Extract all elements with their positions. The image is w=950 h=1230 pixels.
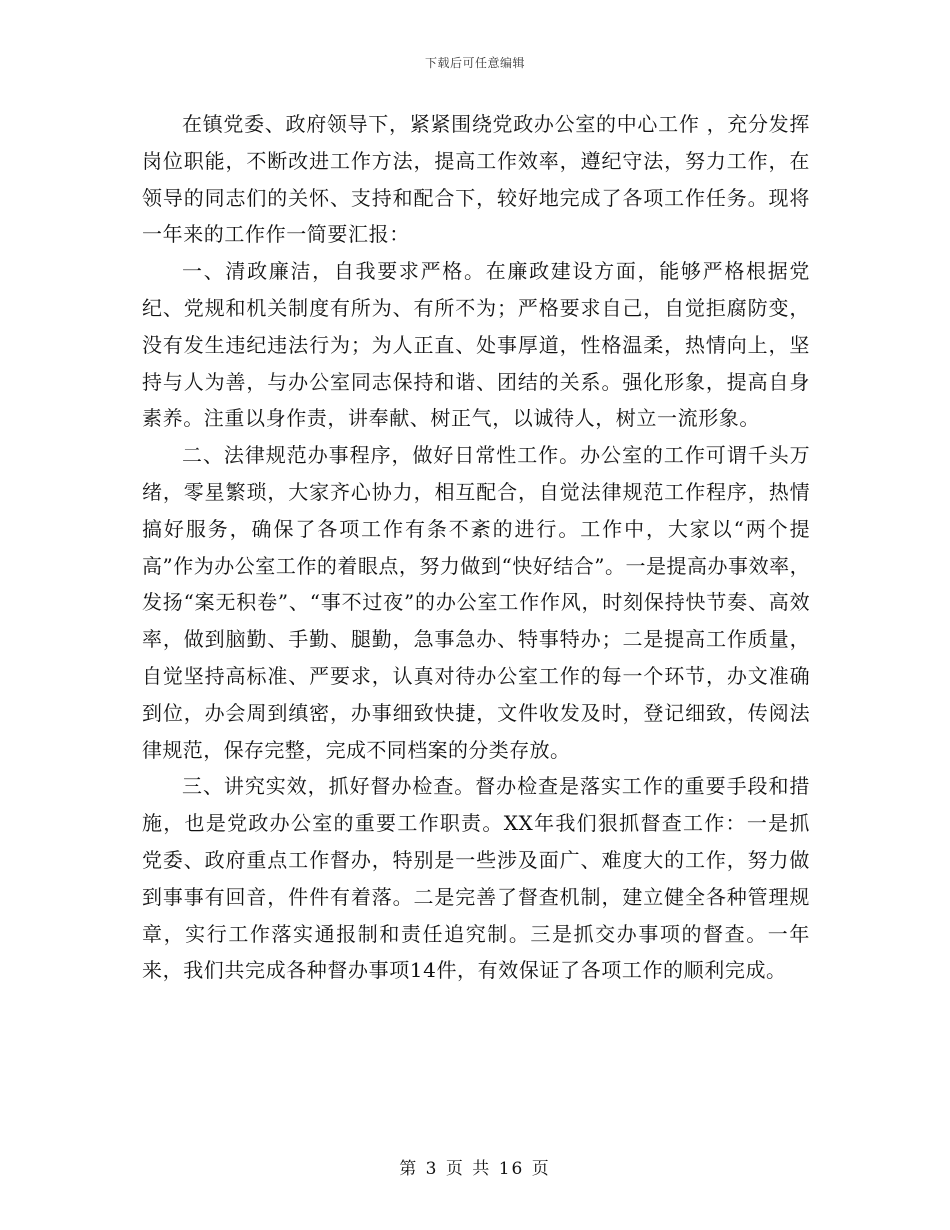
page-footer: 第 3 页 共 16 页 — [399, 1159, 551, 1179]
page-header: 下载后可任意编辑 — [424, 56, 525, 70]
paragraph-section-3: 三、讲究实效，抓好督办检查。督办检查是落实工作的重要手段和措施，也是党政办公室的重要工作职责。XX年我们狠抓督查工作：一是抓党委、政府重点工作督办，特别是一些涉及面广、难度大的工作，努力做到事事有回音，件件有着落。二是完善了督查机制，建立健全各种管理规章，实行工作落实通报制和责任追究制。三是抓交办事项的督查。一年来，我们共完成各种督办事项14件，有效保证了各项工作的顺利完成。 — [142, 774, 810, 983]
paragraph-section-1: 一、清政廉洁，自我要求严格。在廉政建设方面，能够严格根据党纪、党规和机关制度有所为、有所不为；严格要求自己，自觉拒腐防变，没有发生违纪违法行为；为人正直、处事厚道，性格温柔，热情向上，坚持与人为善，与办公室同志保持和谐、团结的关系。强化形象，提高自身素养。注重以身作责，讲奉献、树正气，以诚待人，树立一流形象。 — [142, 259, 810, 431]
document-body — [142, 106, 810, 989]
paragraph-section-2: 二、法律规范办事程序，做好日常性工作。办公室的工作可谓千头万绪，零星繁琐，大家齐心协力，相互配合，自觉法律规范工作程序，热情搞好服务，确保了各项工作有条不紊的进行。工作中，大家以“两个提高”作为办公室工作的着眼点，努力做到“快好结合”。一是提高办事效率，发扬“案无积卷”、“事不过夜”的办公室工作作风，时刻保持快节奏、高效率，做到脑勤、手勤、腿勤，急事急办、特事特办；二是提高工作质量，自觉坚持高标准、严要求，认真对待办公室工作的每一个环节，办文准确到位，办会周到缜密，办事细致快捷，文件收发及时，登记细致，传阅法律规范，保存完整，完成不同档案的分类存放。 — [142, 443, 810, 762]
paragraph-intro: 在镇党委、政府领导下，紧紧围绕党政办公室的中心工作 ，充分发挥岗位职能，不断改进工作方法，提高工作效率，遵纪守法，努力工作，在领导的同志们的关怀、支持和配合下，较好地完成了各项工作任务。现将一年来的工作作一简要汇报： — [142, 112, 810, 247]
